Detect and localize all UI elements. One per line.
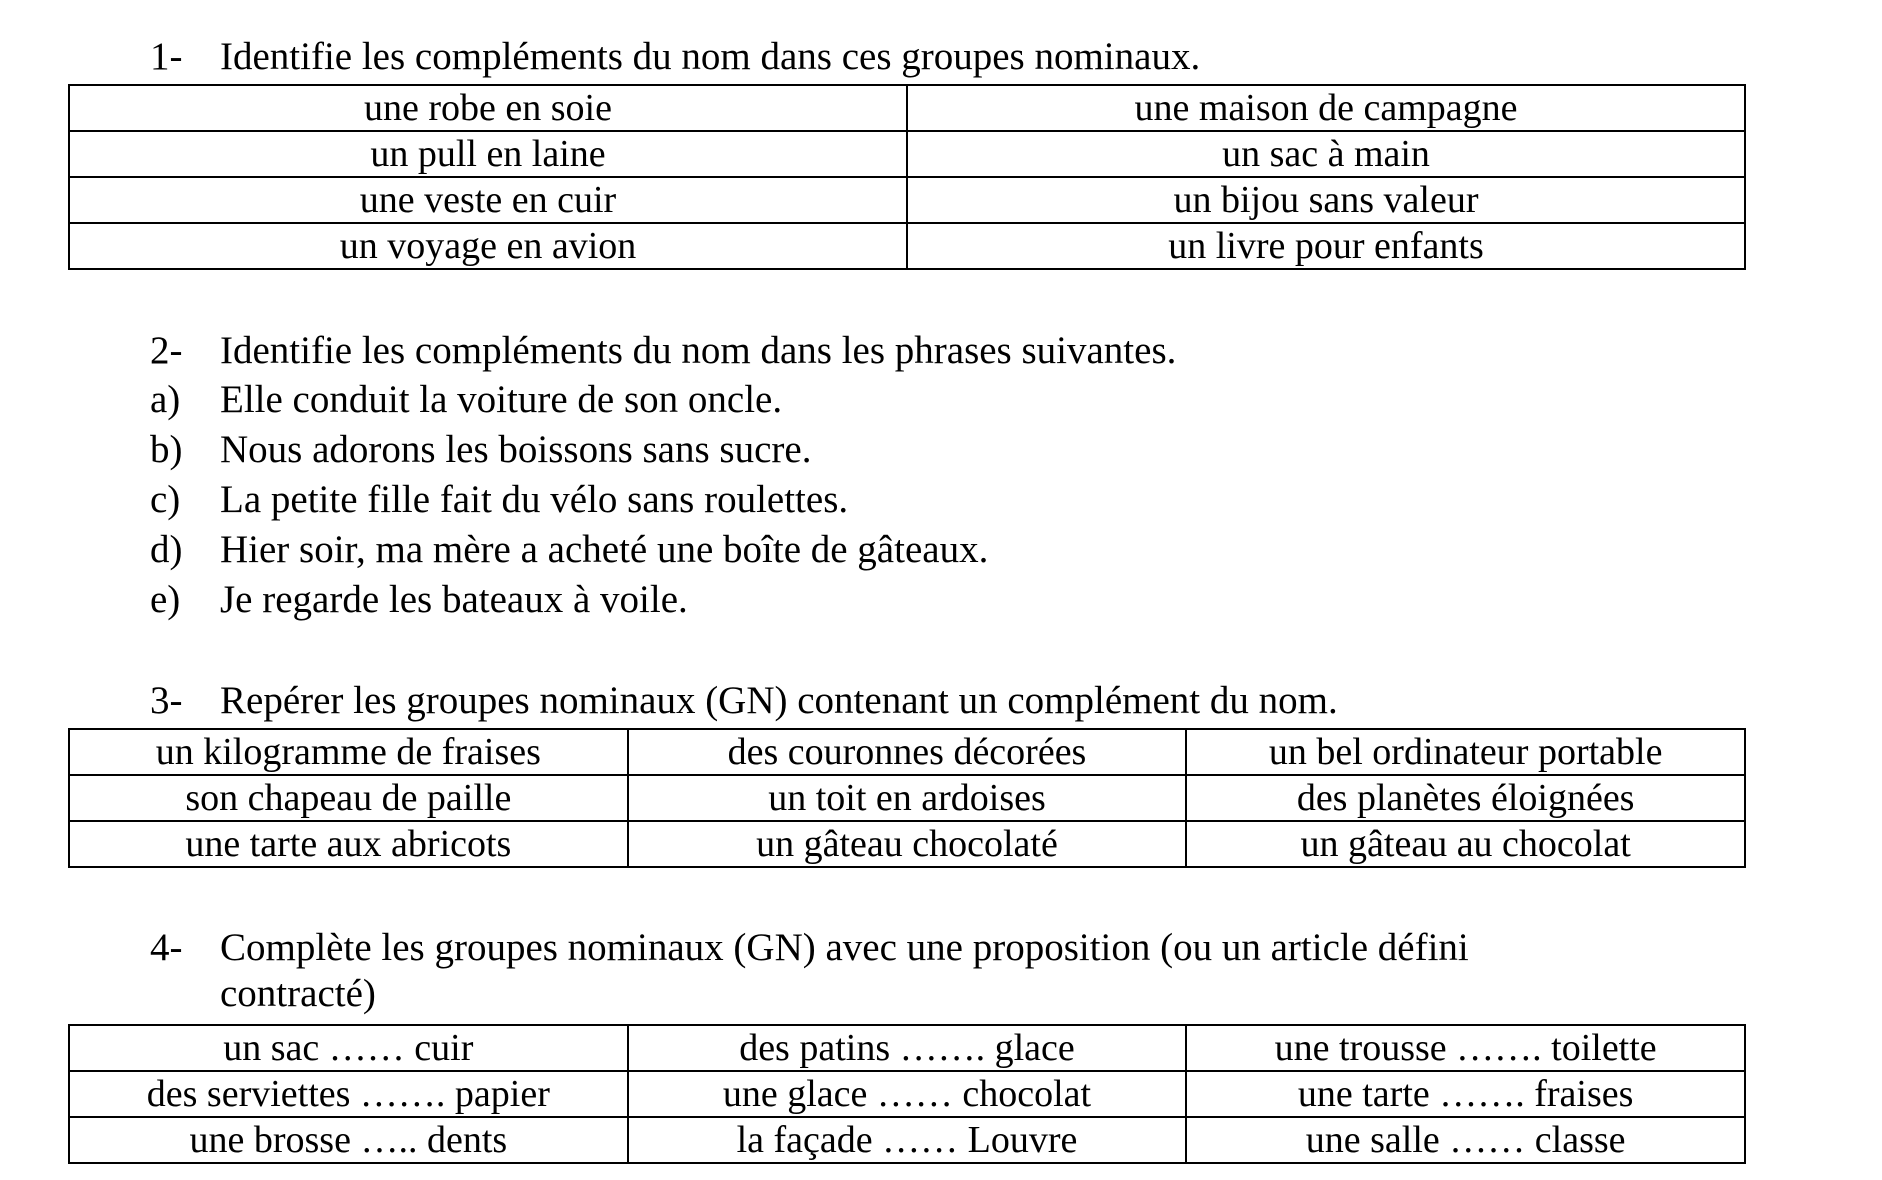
table-row (69, 1025, 1745, 1071)
item-text: Nous adorons les boissons sans sucre. (220, 428, 812, 471)
exercise-1-heading (150, 34, 1200, 80)
table-cell: une tarte ……. fraises (1186, 1071, 1745, 1117)
list-item (150, 475, 988, 525)
exercise-4-heading (150, 925, 1469, 1017)
exercise-instruction: Identifie les compléments du nom dans ces groupes nominaux. (220, 35, 1201, 78)
exercise-3-heading (150, 678, 1338, 724)
table-row (69, 85, 1745, 131)
exercise-instruction-continued: contracté) (220, 972, 376, 1015)
table-cell: un kilogramme de fraises (69, 729, 628, 775)
table-cell: un pull en laine (69, 131, 907, 177)
list-item (150, 525, 988, 575)
exercise-4-table (68, 1024, 1746, 1164)
table-cell: la façade …… Louvre (628, 1117, 1187, 1163)
table-cell: une maison de campagne (907, 85, 1745, 131)
table-cell: des serviettes ……. papier (69, 1071, 628, 1117)
table-cell: une tarte aux abricots (69, 821, 628, 867)
item-marker: a) (150, 378, 181, 421)
exercise-number: 2- (150, 329, 183, 372)
item-marker: c) (150, 478, 181, 521)
item-text: Je regarde les bateaux à voile. (220, 578, 688, 621)
table-cell: une veste en cuir (69, 177, 907, 223)
table-cell: une glace …… chocolat (628, 1071, 1187, 1117)
table-cell: un sac à main (907, 131, 1745, 177)
exercise-number: 4- (150, 926, 183, 969)
table-row (69, 821, 1745, 867)
exercise-instruction: Repérer les groupes nominaux (GN) contenant un complément du nom. (220, 679, 1338, 722)
table-cell: un bijou sans valeur (907, 177, 1745, 223)
table-cell: des patins ……. glace (628, 1025, 1187, 1071)
exercise-instruction: Complète les groupes nominaux (GN) avec une proposition (ou un article défini (220, 926, 1469, 969)
item-text: Hier soir, ma mère a acheté une boîte de gâteaux. (220, 528, 989, 571)
list-item (150, 575, 988, 625)
exercise-2-heading (150, 328, 1176, 374)
exercise-1-table (68, 84, 1746, 270)
exercise-3-table (68, 728, 1746, 868)
table-cell: un gâteau chocolaté (628, 821, 1187, 867)
exercise-2-sentence-list (150, 375, 988, 625)
table-row (69, 729, 1745, 775)
table-cell: un gâteau au chocolat (1186, 821, 1745, 867)
table-cell: une robe en soie (69, 85, 907, 131)
list-item (150, 425, 988, 475)
table-cell: une brosse ….. dents (69, 1117, 628, 1163)
item-marker: e) (150, 578, 181, 621)
item-text: La petite fille fait du vélo sans roulettes. (220, 478, 849, 521)
table-row (69, 223, 1745, 269)
table-cell: des planètes éloignées (1186, 775, 1745, 821)
item-marker: d) (150, 528, 183, 571)
table-cell: un voyage en avion (69, 223, 907, 269)
table-cell: une salle …… classe (1186, 1117, 1745, 1163)
exercise-instruction: Identifie les compléments du nom dans les phrases suivantes. (220, 329, 1177, 372)
list-item (150, 375, 988, 425)
table-cell: des couronnes décorées (628, 729, 1187, 775)
table-row (69, 1117, 1745, 1163)
table-row (69, 775, 1745, 821)
table-cell: un livre pour enfants (907, 223, 1745, 269)
exercise-number: 1- (150, 35, 183, 78)
item-text: Elle conduit la voiture de son oncle. (220, 378, 783, 421)
table-row (69, 1071, 1745, 1117)
exercise-number: 3- (150, 679, 183, 722)
item-marker: b) (150, 428, 183, 471)
table-cell: un toit en ardoises (628, 775, 1187, 821)
table-cell: une trousse ……. toilette (1186, 1025, 1745, 1071)
table-row (69, 131, 1745, 177)
table-cell: un bel ordinateur portable (1186, 729, 1745, 775)
table-cell: son chapeau de paille (69, 775, 628, 821)
table-row (69, 177, 1745, 223)
table-cell: un sac …… cuir (69, 1025, 628, 1071)
